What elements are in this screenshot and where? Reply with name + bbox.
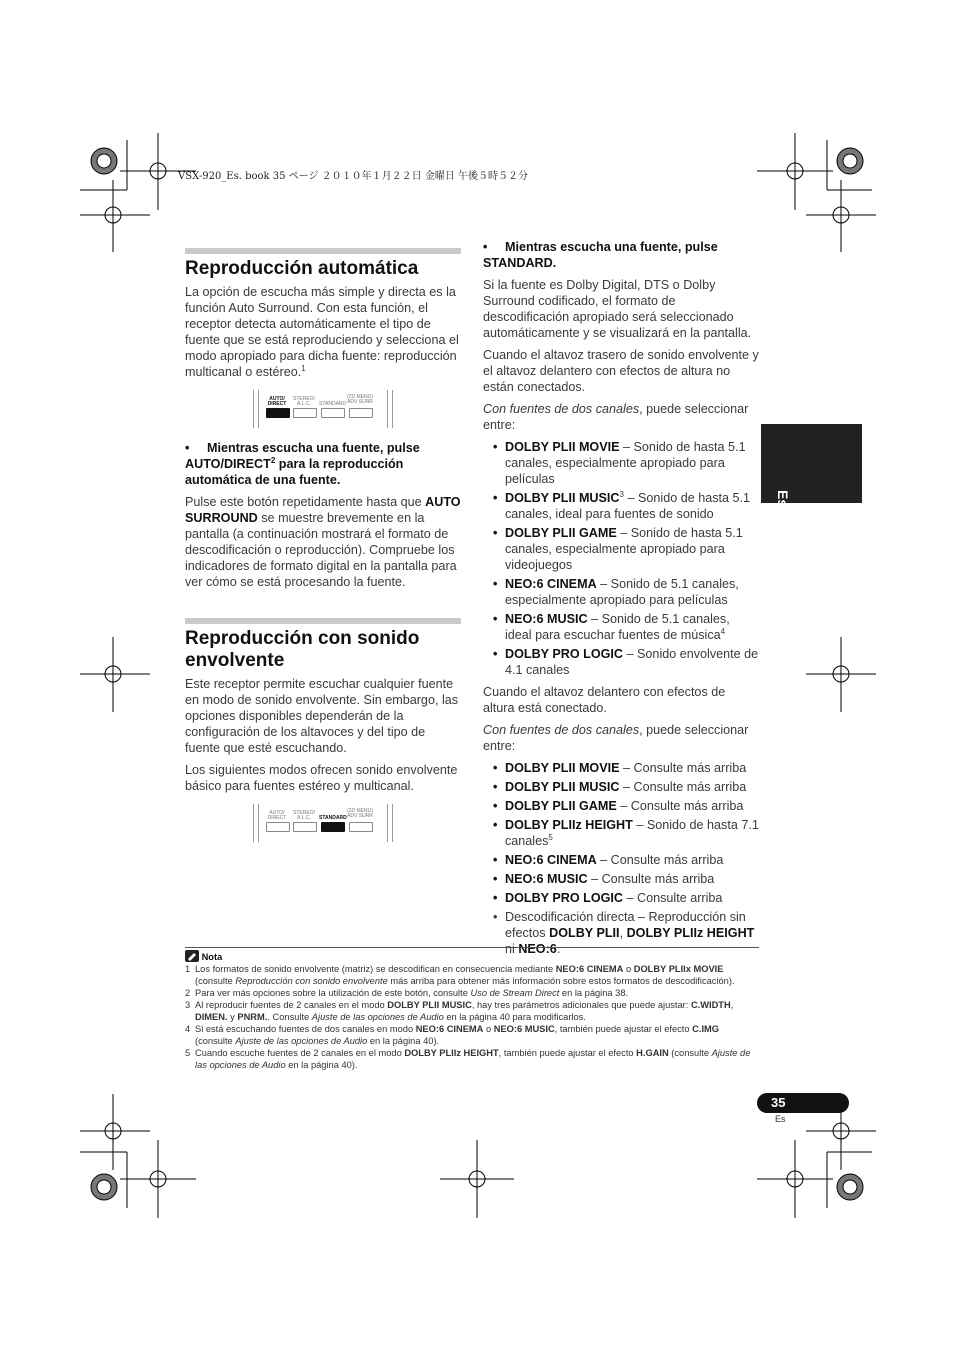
notes-rule [185, 947, 759, 948]
notes-heading: Nota [185, 950, 759, 963]
auto-direct-button [266, 408, 290, 418]
standard-detail: Si la fuente es Dolby Digital, DTS o Dolby Surround codificado, el formato de descodificación apropiado será seleccionado automáticamente y se visualizará en la pantalla. [483, 278, 752, 340]
section-title-auto: Reproducción automática [185, 258, 419, 279]
auto-intro: La opción de escucha más simple y directa es la función Auto Surround. Con esta función, el receptor detecta automáticamente el tipo de fuente que se está reproduciendo y selecciona el modo apropiado para dicha fuente: reproducción multicanal o estéreo.$^1$ [185, 285, 459, 379]
list-item: • NEO:6 CINEMA – Sonido de 5.1 canales, especialmente apropiado para películas [493, 576, 759, 608]
height-condition: Cuando el altavoz delantero con efectos de altura está conectado. [483, 685, 726, 715]
list-item: • NEO:6 MUSIC – Consulte más arriba [493, 871, 759, 887]
right-column [483, 239, 759, 963]
surround-intro: Este receptor permite escuchar cualquier fuente en modo de sonido envolvente. Sin embargo, las opciones disponibles dependerán de la configuración de los altavoces y del tipo de fuente que esté escuchando. [185, 677, 459, 755]
page-language: Es [775, 1114, 786, 1124]
list-item: • DOLBY PLII MUSIC – Consulte más arriba [493, 779, 759, 795]
front-panel-standard [253, 804, 391, 842]
panel-label-auto: AUTO/ DIRECT [267, 810, 287, 821]
panel-label-standard: STANDARD [319, 401, 347, 407]
step-auto-direct: • Mientras escucha una fuente, pulse AUTO/DIRECT$^2$ para la reproducción automática de una fuente. [185, 441, 420, 487]
stereo-button [293, 822, 317, 832]
footnote-5: 5 Cuando escuche fuentes de 2 canales en el modo DOLBY PLIIz HEIGHT, también puede ajustar el efecto H.GAIN (consulte Ajuste de las opciones de Audio en la página 40). [185, 1048, 751, 1070]
step-auto-direct-detail: Pulse este botón repetidamente hasta que AUTO SURROUND se muestre brevemente en la pantalla (a continuación mostrará el formato de descodificación o reproducción). Compruebe los indicadores de formato digital en la pantalla para ver cómo se está procesando la fuente. [185, 495, 461, 589]
two-channel-intro-2: Con fuentes de dos canales, puede seleccionar entre: [483, 723, 749, 753]
panel-label-stereo: STEREO/ A.L.C. [293, 810, 315, 821]
footnotes [185, 947, 759, 1071]
mode-list-2 [483, 760, 759, 957]
page-number: 35 [771, 1095, 786, 1110]
adv-surr-button [349, 408, 373, 418]
list-item: • DOLBY PLII GAME – Consulte más arriba [493, 798, 759, 814]
list-item: • DOLBY PRO LOGIC – Sonido envolvente de 4.1 canales [493, 646, 759, 678]
list-item: • NEO:6 CINEMA – Consulte más arriba [493, 852, 759, 868]
front-panel-auto [253, 390, 391, 428]
standard-button [321, 408, 345, 418]
language-tab [761, 424, 862, 545]
footnote-1: 1 Los formatos de sonido envolvente (matriz) se descodifican en consecuencia mediante NEO:6 CINEMA o DOLBY PLIIx MOVIE (consulte Reproducción con sonido envolvente más arriba para obtener más información sobre estos formatos de descodificación). [185, 964, 735, 986]
list-item: • DOLBY PLII MUSIC$^3$ – Sonido de hasta 5.1 canales, ideal para fuentes de sonido [493, 490, 759, 522]
auto-direct-button [266, 822, 290, 832]
two-channel-intro: Con fuentes de dos canales, puede seleccionar entre: [483, 402, 749, 432]
step-standard: • Mientras escucha una fuente, pulse STANDARD. [483, 240, 718, 270]
section-title-surround: Reproducción con sonido envolvente [185, 628, 420, 671]
footnote-3: 3 Al reproducir fuentes de 2 canales en el modo DOLBY PLII MUSIC, hay tres parámetros adicionales que puede ajustar: C.WIDTH, DIMEN. y PNRM.. Consulte Ajuste de las opciones de Audio en la página 40 para modificarlos. [185, 1000, 734, 1022]
panel-label-auto: AUTO/ DIRECT [267, 396, 287, 407]
page-number-badge [757, 1093, 849, 1113]
panel-label-adv: (2D MENU) ADV SURR [347, 394, 373, 405]
list-item: • Descodificación directa – Reproducción sin efectos DOLBY PLII, DOLBY PLIIz HEIGHT ni NEO:6. [493, 909, 759, 957]
panel-label-standard: STANDARD [319, 815, 347, 821]
list-item: • DOLBY PLII MOVIE – Consulte más arriba [493, 760, 759, 776]
surround-modes-intro: Los siguientes modos ofrecen sonido envolvente básico para fuentes estéreo y multicanal. [185, 763, 458, 793]
standard-button [321, 822, 345, 832]
left-column [185, 248, 461, 854]
list-item: • DOLBY PLIIz HEIGHT – Sonido de hasta 7.1 canales$^5$ [493, 817, 759, 849]
section-bar [185, 248, 461, 254]
mode-list-1 [483, 439, 759, 678]
language-tab-label: Español [775, 490, 791, 545]
panel-label-adv: (2D MENU) ADV SURR [347, 808, 373, 819]
footnote-2: 2 Para ver más opciones sobre la utilización de este botón, consulte Uso de Stream Direct en la página 38. [185, 988, 629, 998]
list-item: • NEO:6 MUSIC – Sonido de 5.1 canales, ideal para escuchar fuentes de música$^4$ [493, 611, 759, 643]
note-icon [185, 950, 199, 962]
print-header: VSX-920_Es. book 35 ページ ２０１０年１月２２日 金曜日 午後５時５２分 [178, 171, 529, 182]
list-item: • DOLBY PLII GAME – Sonido de hasta 5.1 canales, especialmente apropiado para videojuegos [493, 525, 759, 573]
footnote-4: 4 Si está escuchando fuentes de dos canales en modo NEO:6 CINEMA o NEO:6 MUSIC, también puede ajustar el efecto C.IMG (consulte Ajuste de las opciones de Audio en la página 40). [185, 1024, 720, 1046]
list-item: • DOLBY PLII MOVIE – Sonido de hasta 5.1 canales, especialmente apropiado para películas [493, 439, 759, 487]
no-height-condition: Cuando el altavoz trasero de sonido envolvente y el altavoz delantero con efectos de altura no están conectados. [483, 348, 759, 394]
stereo-button [293, 408, 317, 418]
section-bar [185, 618, 461, 624]
panel-label-stereo: STEREO/ A.L.C. [293, 396, 315, 407]
list-item: • DOLBY PRO LOGIC – Consulte arriba [493, 890, 759, 906]
adv-surr-button [349, 822, 373, 832]
